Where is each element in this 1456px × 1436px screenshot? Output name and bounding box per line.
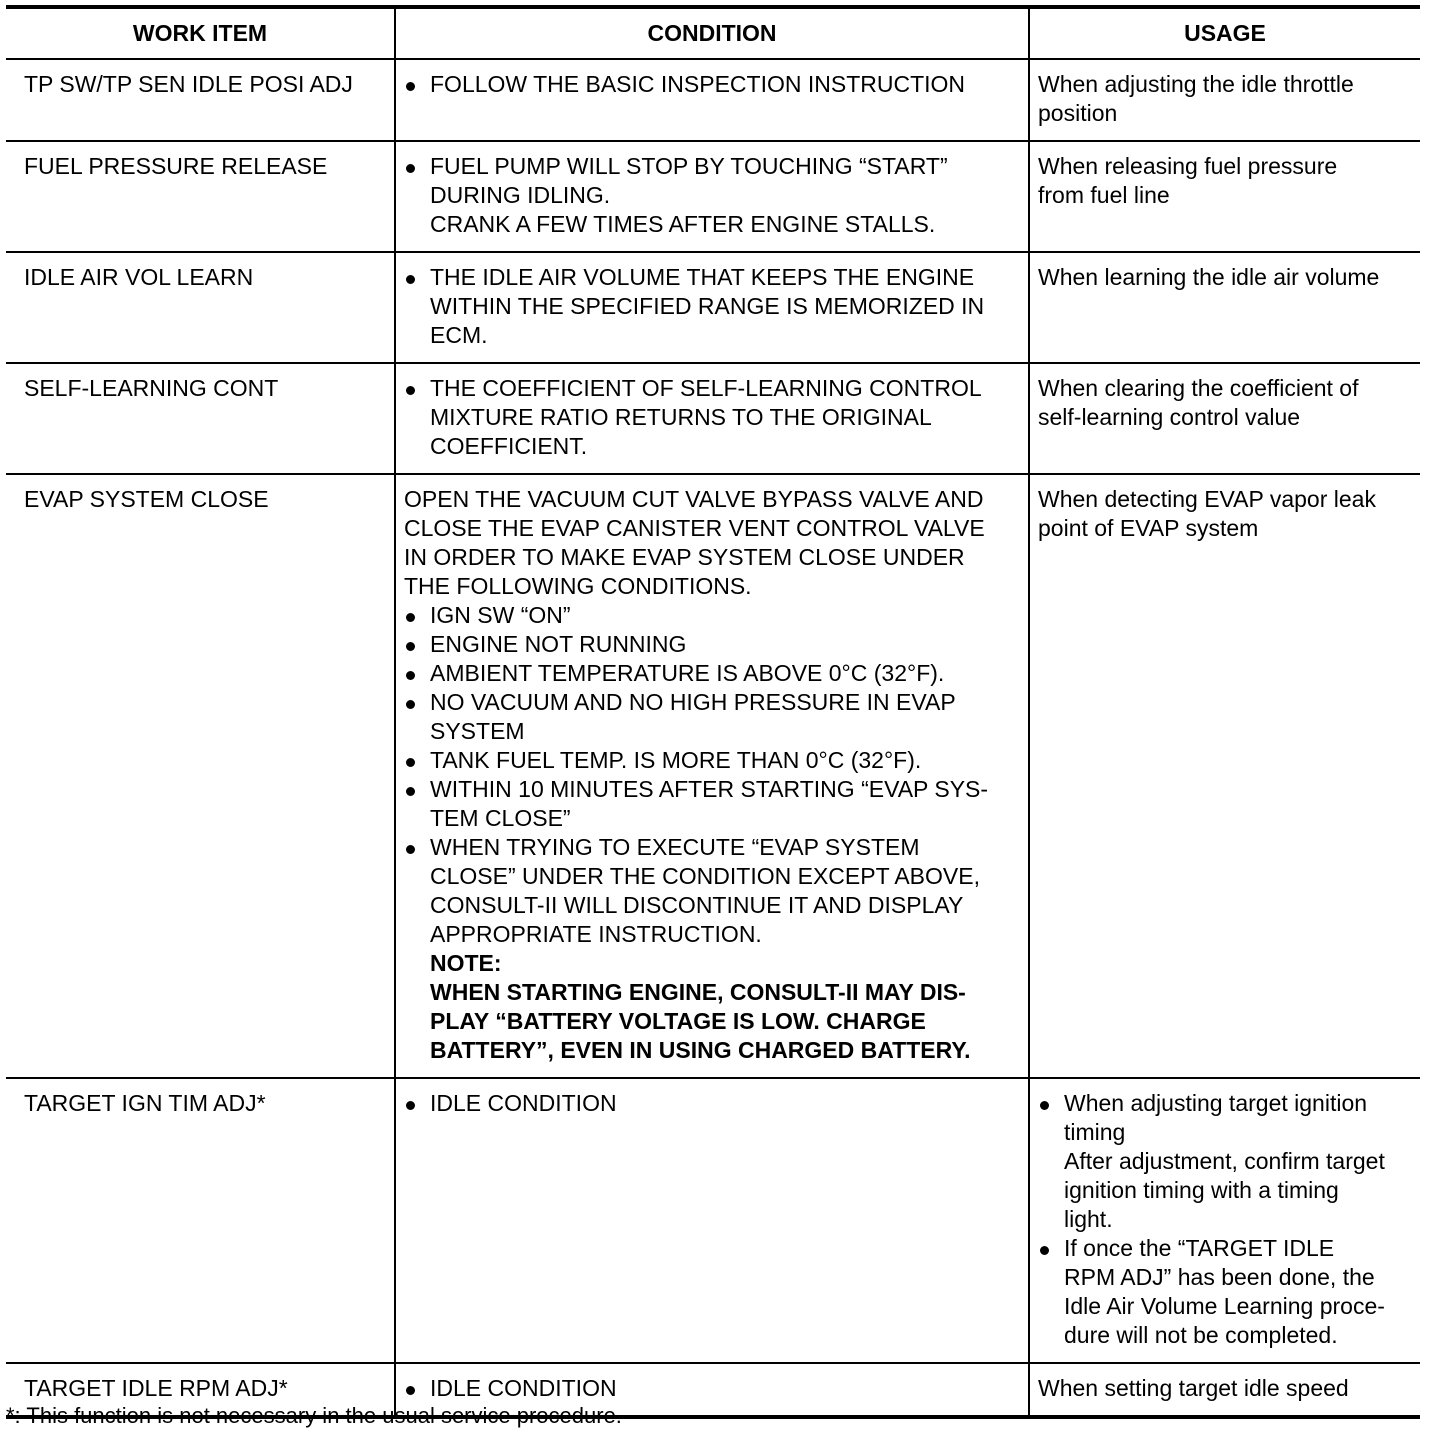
text-line: from fuel line [1038,182,1170,208]
text-line: light. [1064,1206,1113,1232]
text-line: WHEN TRYING TO EXECUTE “EVAP SYSTEM [430,834,920,860]
text-line: dure will not be completed. [1064,1322,1338,1348]
text-line: FUEL PUMP WILL STOP BY TOUCHING “START” [430,153,948,179]
bullet-list [404,263,1022,350]
text-line: WHEN STARTING ENGINE, CONSULT-II MAY DIS- [430,979,966,1005]
text-line: WITHIN THE SPECIFIED RANGE IS MEMORIZED IN [430,293,985,319]
text-line: position [1038,100,1118,126]
text-line: self-learning control value [1038,404,1301,430]
usage-cell [1029,1363,1420,1417]
condition-cell [395,252,1029,363]
text-line: When releasing fuel pressure [1038,153,1338,179]
bullet-item [404,1374,1022,1403]
text-line: ignition timing with a timing [1064,1177,1339,1203]
bullet-list [1038,1089,1414,1350]
table-row [6,59,1420,141]
footnote: *: This function is not necessary in the usual service procedure. [6,1403,622,1428]
usage-cell [1029,1078,1420,1363]
header-condition: CONDITION [395,7,1029,59]
table-row [6,141,1420,252]
work-item-cell: IDLE AIR VOL LEARN [6,252,395,363]
table-row [6,252,1420,363]
condition-cell [395,474,1029,1078]
text-line: IGN SW “ON” [430,602,571,628]
work-item-cell: TP SW/TP SEN IDLE POSI ADJ [6,59,395,141]
bullet-list [404,601,1022,1065]
text-line: If once the “TARGET IDLE [1064,1235,1335,1261]
bullet-item [1038,1234,1414,1350]
text-line: ECM. [430,322,488,348]
text-line: CRANK A FEW TIMES AFTER ENGINE STALLS. [430,211,936,237]
text-line: BATTERY”, EVEN IN USING CHARGED BATTERY. [430,1037,971,1063]
header-work-item: WORK ITEM [6,7,395,59]
text-line: NO VACUUM AND NO HIGH PRESSURE IN EVAP [430,689,956,715]
text-line: WITHIN 10 MINUTES AFTER STARTING “EVAP SYS- [430,776,989,802]
text-line: PLAY “BATTERY VOLTAGE IS LOW. CHARGE [430,1008,926,1034]
text-line: AMBIENT TEMPERATURE IS ABOVE 0°C (32°F). [430,660,945,686]
text-line: COEFFICIENT. [430,433,588,459]
work-item-cell: TARGET IDLE RPM ADJ* [6,1363,395,1417]
table-body [6,59,1420,1417]
table-row [6,363,1420,474]
note-label: NOTE: [430,950,502,976]
bullet-item [404,1089,1022,1118]
bullet-list [404,70,1022,99]
text-line: IDLE CONDITION [430,1375,617,1401]
bullet-item [404,659,1022,688]
bullet-item [404,152,1022,239]
usage-cell [1029,59,1420,141]
condition-cell [395,363,1029,474]
text-line: TANK FUEL TEMP. IS MORE THAN 0°C (32°F). [430,747,922,773]
table-header-row [6,7,1420,59]
work-item-cell: TARGET IGN TIM ADJ* [6,1078,395,1363]
text-line: When clearing the coefficient of [1038,375,1359,401]
text-line: point of EVAP system [1038,515,1259,541]
text-line: DURING IDLING. [430,182,611,208]
work-item-cell: SELF-LEARNING CONT [6,363,395,474]
bullet-item [404,833,1022,1065]
text-line: RPM ADJ” has been done, the [1064,1264,1375,1290]
bullet-item [404,70,1022,99]
text-line: IDLE CONDITION [430,1090,617,1116]
bullet-item [404,263,1022,350]
text-line: When setting target idle speed [1038,1375,1349,1401]
bullet-list [404,152,1022,239]
usage-cell [1029,363,1420,474]
bullet-list [404,374,1022,461]
text-line: When detecting EVAP vapor leak [1038,486,1376,512]
text-line: THE COEFFICIENT OF SELF-LEARNING CONTROL [430,375,982,401]
text-line: CLOSE THE EVAP CANISTER VENT CONTROL VALVE [404,515,985,541]
condition-cell [395,59,1029,141]
bullet-item [404,601,1022,630]
text-line: CLOSE” UNDER THE CONDITION EXCEPT ABOVE, [430,863,980,889]
bullet-item [404,775,1022,833]
header-usage: USAGE [1029,7,1420,59]
work-item-cell: EVAP SYSTEM CLOSE [6,474,395,1078]
table-row [6,1078,1420,1363]
condition-cell [395,1078,1029,1363]
text-line: OPEN THE VACUUM CUT VALVE BYPASS VALVE AND [404,486,984,512]
text-line: After adjustment, confirm target [1064,1148,1385,1174]
bullet-item [404,374,1022,461]
bullet-item [404,630,1022,659]
work-item-table [6,5,1420,1419]
usage-cell [1029,252,1420,363]
text-line: APPROPRIATE INSTRUCTION. [430,921,762,947]
text-line: Idle Air Volume Learning proce- [1064,1293,1385,1319]
bullet-item [1038,1089,1414,1234]
text-line: TEM CLOSE” [430,805,571,831]
usage-cell [1029,474,1420,1078]
work-item-cell: FUEL PRESSURE RELEASE [6,141,395,252]
bullet-item [404,688,1022,746]
text-line: THE IDLE AIR VOLUME THAT KEEPS THE ENGINE [430,264,975,290]
bullet-item [404,746,1022,775]
bullet-list [404,1089,1022,1118]
text-line: When adjusting the idle throttle [1038,71,1354,97]
condition-cell [395,141,1029,252]
text-line: THE FOLLOWING CONDITIONS. [404,573,752,599]
text-line: IN ORDER TO MAKE EVAP SYSTEM CLOSE UNDER [404,544,965,570]
text-line: When learning the idle air volume [1038,264,1380,290]
table-row [6,474,1420,1078]
text-line: SYSTEM [430,718,525,744]
text-line: When adjusting target ignition [1064,1090,1368,1116]
text-line: MIXTURE RATIO RETURNS TO THE ORIGINAL [430,404,932,430]
text-line: ENGINE NOT RUNNING [430,631,687,657]
text-line: timing [1064,1119,1126,1145]
bullet-list [404,1374,1022,1403]
usage-cell [1029,141,1420,252]
text-line: FOLLOW THE BASIC INSPECTION INSTRUCTION [430,71,966,97]
text-line: CONSULT-II WILL DISCONTINUE IT AND DISPLAY [430,892,964,918]
